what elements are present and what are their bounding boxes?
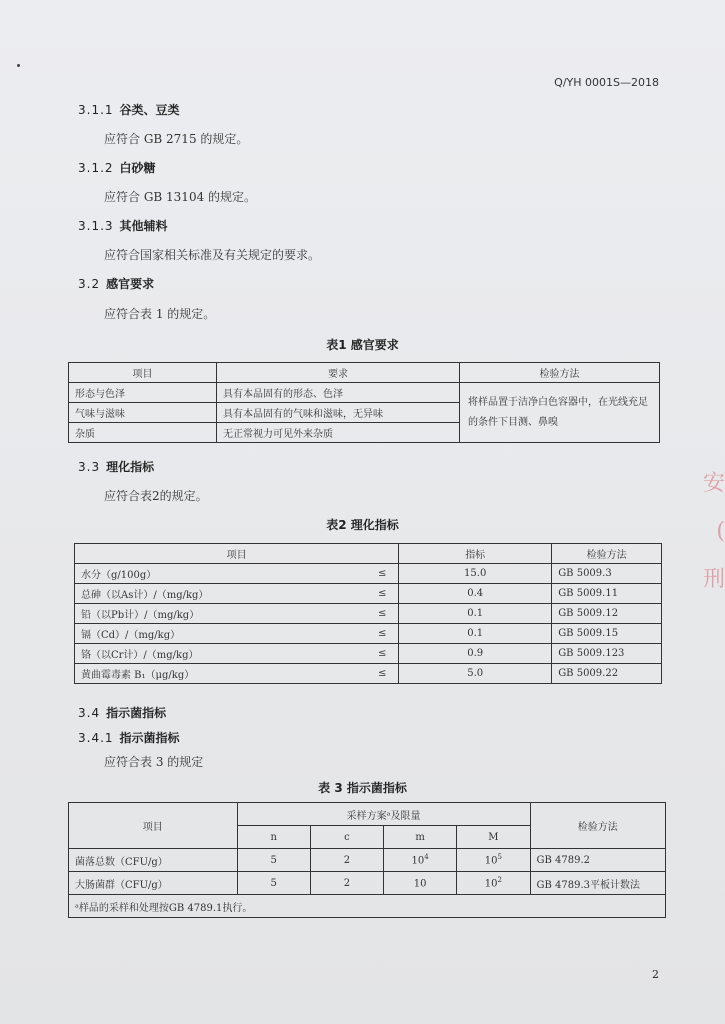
table-cell: GB 5009.12 — [552, 604, 662, 624]
table-cell: 铬（以Cr计）/（mg/kg） — [75, 644, 367, 664]
table-cell: 杂质 — [69, 423, 217, 443]
table-cell: 5 — [237, 872, 310, 895]
table-cell: 具有本品固有的气味和滋味，无异味 — [217, 403, 460, 423]
table-cell: 具有本品固有的形态、色泽 — [217, 383, 460, 403]
table-cell: ≤ — [366, 584, 399, 604]
table1-caption: 表1 感官要求 — [326, 338, 399, 352]
table-cell: 镉（Cd）/（mg/kg） — [75, 624, 367, 644]
table-cell: ≤ — [366, 664, 399, 684]
para-3-1-1: 应符合 GB 2715 的规定。 — [104, 132, 249, 146]
table-row — [69, 383, 660, 403]
table-footnote-row — [69, 895, 666, 918]
para-3-3: 应符合表2的规定。 — [104, 489, 208, 503]
column-header: M — [457, 826, 530, 849]
heading-3-2: 3.2 感官要求 — [78, 277, 155, 291]
heading-3-4-1: 3.4.1 指示菌指标 — [78, 731, 180, 745]
table-cell: $10^5$ — [457, 849, 530, 872]
physicochemical-table — [74, 543, 662, 684]
heading-3-3: 3.3 理化指标 — [78, 460, 155, 474]
heading-3-1-3: 3.1.3 其他辅料 — [78, 219, 168, 233]
table-cell: GB 5009.11 — [552, 584, 662, 604]
para-3-1-2: 应符合 GB 13104 的规定。 — [104, 190, 257, 204]
column-header: 要求 — [217, 363, 460, 383]
table-cell: 0.9 — [399, 644, 552, 664]
table-cell: GB 4789.3平板计数法 — [530, 872, 666, 895]
column-header: 检验方法 — [530, 803, 666, 849]
para-3-1-3: 应符合国家相关标准及有关规定的要求。 — [104, 248, 321, 262]
table-cell: GB 5009.22 — [552, 664, 662, 684]
table-cell: 10 — [384, 872, 457, 895]
table-cell: 0.4 — [399, 584, 552, 604]
table-cell: ≤ — [366, 604, 399, 624]
heading-3-1-2: 3.1.2 白砂糖 — [78, 161, 156, 175]
table-cell: 5.0 — [399, 664, 552, 684]
column-header: 检验方法 — [460, 363, 660, 383]
table-header-row — [75, 544, 662, 564]
table-cell: ≤ — [366, 564, 399, 584]
table-cell: 15.0 — [399, 564, 552, 584]
table-cell: $10^2$ — [457, 872, 530, 895]
table-cell: 气味与滋味 — [69, 403, 217, 423]
table-row — [75, 584, 662, 604]
table-cell: GB 5009.123 — [552, 644, 662, 664]
table-row — [69, 872, 666, 895]
column-header: 项目 — [69, 363, 217, 383]
sensory-table — [68, 362, 660, 443]
table-cell: GB 4789.2 — [530, 849, 666, 872]
table-cell: GB 5009.3 — [552, 564, 662, 584]
table-row — [75, 564, 662, 584]
table3-caption: 表 3 指示菌指标 — [318, 781, 407, 795]
official-seal-stamp: 安 ( 刑 — [703, 471, 725, 592]
table-row — [75, 604, 662, 624]
table-cell: 菌落总数（CFU/g） — [69, 849, 238, 872]
table-cell: ≤ — [366, 644, 399, 664]
table2-caption: 表2 理化指标 — [326, 518, 399, 532]
table-cell: 0.1 — [399, 624, 552, 644]
column-header: m — [384, 826, 457, 849]
table-cell: 铅（以Pb计）/（mg/kg） — [75, 604, 367, 624]
heading-3-1-1: 3.1.1 谷类、豆类 — [78, 103, 180, 117]
table-cell: 大肠菌群（CFU/g） — [69, 872, 238, 895]
column-header: c — [310, 826, 383, 849]
page-number: 2 — [652, 968, 659, 981]
table-cell: 黄曲霉毒素 B₁（μg/kg） — [75, 664, 367, 684]
table-row — [75, 624, 662, 644]
table-cell: 无正常视力可见外来杂质 — [217, 423, 460, 443]
table-cell: 形态与色泽 — [69, 383, 217, 403]
table-cell: 2 — [310, 872, 383, 895]
table-header-row — [69, 803, 666, 826]
table-footnote: ᵃ样品的采样和处理按GB 4789.1执行。 — [69, 895, 666, 918]
table-row — [75, 644, 662, 664]
column-header: 检验方法 — [552, 544, 662, 564]
column-header: 采样方案ᵃ及限量 — [237, 803, 530, 826]
table-cell: 2 — [310, 849, 383, 872]
para-3-4-1: 应符合表 3 的规定 — [104, 755, 204, 769]
column-header: n — [237, 826, 310, 849]
table-cell: 总砷（以As计）/（mg/kg） — [75, 584, 367, 604]
scan-speck — [17, 64, 20, 67]
table-cell: 水分（g/100g） — [75, 564, 367, 584]
table-row — [69, 849, 666, 872]
heading-3-4: 3.4 指示菌指标 — [78, 706, 167, 720]
column-header: 项目 — [75, 544, 399, 564]
table-cell: GB 5009.15 — [552, 624, 662, 644]
table-cell: 0.1 — [399, 604, 552, 624]
table-row — [75, 664, 662, 684]
standard-code: Q/YH 0001S—2018 — [554, 76, 659, 89]
table-header-row — [69, 363, 660, 383]
column-header: 项目 — [69, 803, 238, 849]
microbial-table — [68, 802, 666, 918]
para-3-2: 应符合表 1 的规定。 — [104, 307, 216, 321]
method-cell: 将样品置于洁净白色容器中，在光线充足的条件下目测、鼻嗅 — [460, 383, 660, 443]
table-cell: 5 — [237, 849, 310, 872]
table-cell: ≤ — [366, 624, 399, 644]
column-header: 指标 — [399, 544, 552, 564]
table-cell: $10^4$ — [384, 849, 457, 872]
